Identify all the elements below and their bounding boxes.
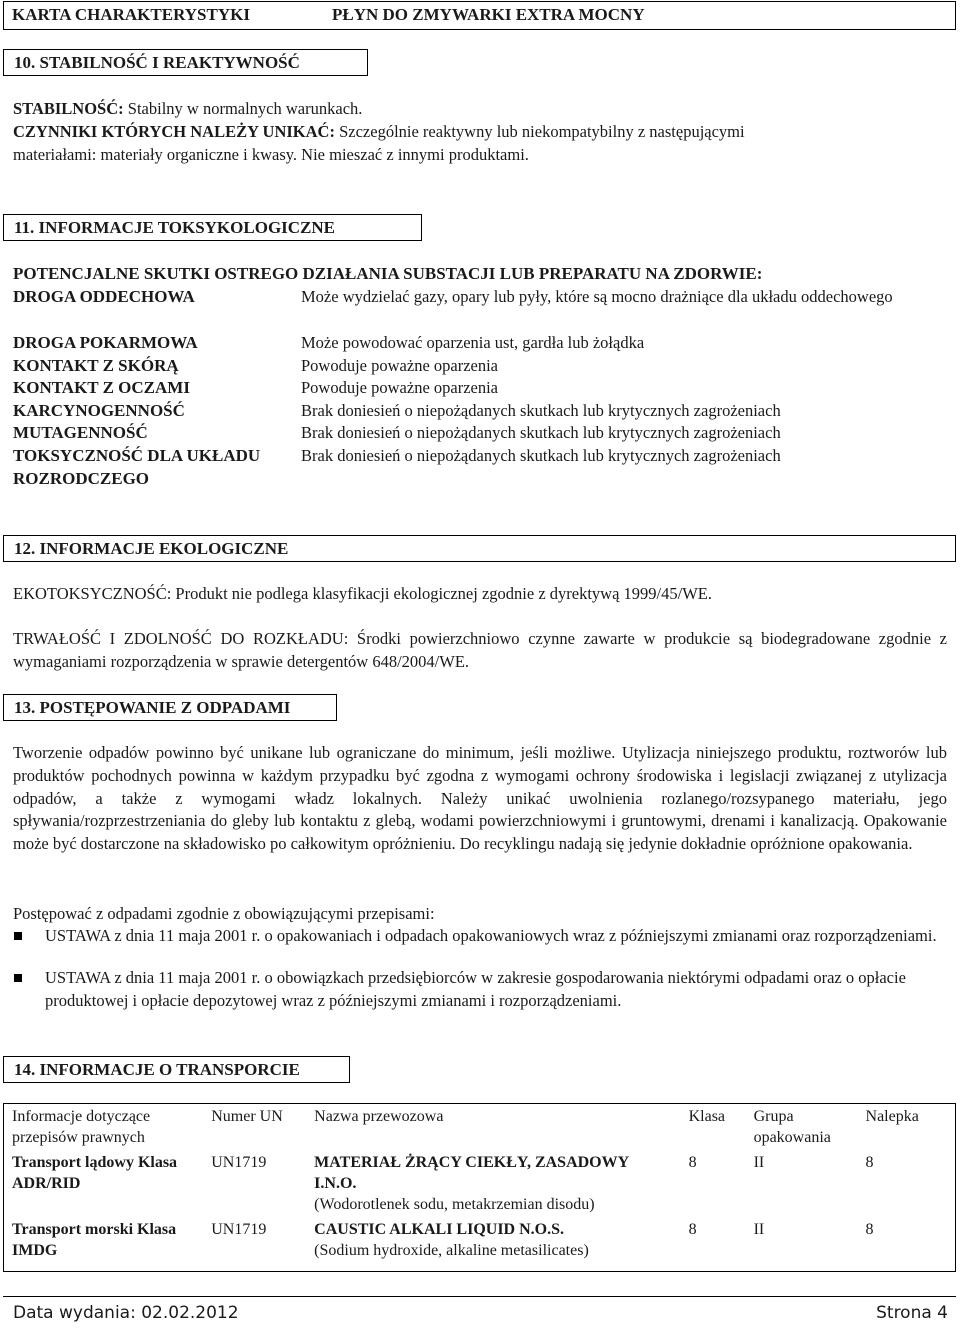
header-document-type: KARTA CHARAKTERYSTYKI: [12, 5, 250, 24]
section-12-title: 12. INFORMACJE EKOLOGICZNE: [3, 535, 956, 562]
footer-divider: [3, 1296, 956, 1297]
col-header: Klasa: [688, 1108, 726, 1125]
stability-label: STABILNOŚĆ:: [13, 99, 124, 118]
ecotoxicity-line: EKOTOKSYCZNOŚĆ: Produkt nie podlega klasyfikacji ekologicznej zgodnie z dyrektywą 1999/45/WE.: [13, 584, 712, 603]
footer-issue-date: Data wydania: 02.02.2012: [13, 1303, 239, 1323]
shipping-name-cell: [306, 1217, 680, 1272]
class-cell: 8: [688, 1221, 697, 1238]
regulation-text: USTAWA z dnia 11 maja 2001 r. o obowiązkach przedsiębiorców w zakresie gospodarowania niektórymi odpadami oraz o opłacie produktowej i opłacie depozytowej wraz z późniejszymi zmianami i rozporządzeniami.: [45, 968, 906, 1010]
tox-value: Brak doniesień o niepożądanych skutkach lub krytycznych zagrożeniach: [301, 401, 781, 420]
tox-value: Może powodować oparzenia ust, gardła lub żołądka: [301, 333, 645, 352]
avoid-text-2: materiałami: materiały organiczne i kwasy. Nie mieszać z innymi produktami.: [13, 145, 529, 164]
packing-group-cell: II: [753, 1154, 765, 1171]
tox-value: Brak doniesień o niepożądanych skutkach lub krytycznych zagrożeniach: [301, 423, 781, 442]
document-header: [3, 1, 956, 30]
un-number-cell: UN1719: [211, 1154, 267, 1171]
avoid-label: CZYNNIKI KTÓRYCH NALEŻY UNIKAĆ:: [13, 122, 335, 141]
shipping-name-cell: [306, 1150, 680, 1217]
shipping-name-sub: (Wodorotlenek sodu, metakrzemian disodu): [314, 1196, 595, 1213]
table-header-row: [4, 1104, 956, 1151]
avoid-line: [13, 121, 745, 143]
class-cell: 8: [688, 1154, 697, 1171]
bullet-square-icon: [14, 932, 22, 940]
col-header: Nazwa przewozowa: [314, 1108, 444, 1125]
section-10-title: 10. STABILNOŚĆ I REAKTYWNOŚĆ: [3, 49, 368, 76]
label-cell: 8: [865, 1154, 874, 1171]
tox-key: KONTAKT Z OCZAMI: [13, 378, 190, 397]
regulation-text: USTAWA z dnia 11 maja 2001 r. o opakowaniach i odpadach opakowaniowych wraz z późniejszymi zmianami oraz rozporządzeniami.: [45, 926, 937, 945]
col-header: Numer UN: [211, 1108, 283, 1125]
stability-line: [13, 98, 362, 120]
tox-value: Powoduje poważne oparzenia: [301, 378, 499, 397]
shipping-name: MATERIAŁ ŻRĄCY CIEKŁY, ZASADOWY I.N.O.: [314, 1154, 629, 1192]
shipping-name-sub: (Sodium hydroxide, alkaline metasilicates): [314, 1242, 589, 1259]
col-header: Informacje dotyczące przepisów prawnych: [12, 1108, 151, 1146]
shipping-name: CAUSTIC ALKALI LIQUID N.O.S.: [314, 1221, 565, 1238]
transport-table: [3, 1103, 956, 1272]
packing-group-cell: II: [753, 1221, 765, 1238]
waste-paragraph: Tworzenie odpadów powinno być unikane lub ograniczane do minimum, jeśli możliwe. Utylizacja niniejszego produktu, roztworów lub produktów pochodnych powinna w każdym przypadku być zgodna z wymogami ochrony środowiska i legislacji związanej z utylizacja odpadów, a także z wymogami władz lokalnych. Należy unikać uwolnienia rozlanego/rozsypanego materiału, jego spływania/rozprzestrzeniania do gleby lub kontaktu z glebą, wodami powierzchniowymi i gruntowymi, drenami i kanalizacją. Opakowanie może być dostarczone na składowisko po całkowitym opróżnieniu. Do recyklingu nadają się jedynie dokładnie opróżnione opakowania.: [13, 743, 947, 854]
tox-key: KONTAKT Z SKÓRĄ: [13, 356, 179, 375]
waste-intro: Postępować z odpadami zgodnie z obowiązującymi przepisami:: [13, 904, 435, 923]
section-14-title: 14. INFORMACJE O TRANSPORCIE: [3, 1056, 350, 1083]
section-11-title: 11. INFORMACJE TOKSYKOLOGICZNE: [3, 214, 422, 241]
col-header: Grupa opakowania: [753, 1108, 831, 1146]
tox-key: TOKSYCZNOŚĆ DLA UKŁADU ROZRODCZEGO: [13, 446, 261, 488]
avoid-text-1: Szczególnie reaktywny lub niekompatybilny z następującymi: [334, 122, 745, 141]
tox-value: Może wydzielać gazy, opary lub pyły, które są mocno drażniące dla układu oddechowego: [301, 287, 893, 306]
tox-key: DROGA ODDECHOWA: [13, 287, 195, 306]
un-number-cell: UN1719: [211, 1221, 267, 1238]
regulation-cell: Transport lądowy Klasa ADR/RID: [12, 1154, 178, 1192]
bullet-square-icon: [14, 974, 22, 982]
table-row: [4, 1217, 956, 1272]
table-row: [4, 1150, 956, 1217]
tox-key: KARCYNOGENNOŚĆ: [13, 401, 185, 420]
persistence-paragraph: TRWAŁOŚĆ I ZDOLNOŚĆ DO ROZKŁADU: Środki powierzchniowo czynne zawarte w produkcie są biodegradowane zgodnie z wymaganiami rozporządzenia w sprawie detergentów 648/2004/WE.: [13, 629, 947, 671]
tox-value: Brak doniesień o niepożądanych skutkach lub krytycznych zagrożeniach: [301, 446, 781, 465]
stability-text: Stabilny w normalnych warunkach.: [123, 99, 363, 118]
header-product-name: PŁYN DO ZMYWARKI EXTRA MOCNY: [332, 5, 645, 24]
col-header: Nalepka: [865, 1108, 919, 1125]
footer-page-number: Strona 4: [876, 1303, 948, 1323]
section-13-title: 13. POSTĘPOWANIE Z ODPADAMI: [3, 694, 337, 721]
label-cell: 8: [865, 1221, 874, 1238]
tox-subtitle: POTENCJALNE SKUTKI OSTREGO DZIAŁANIA SUBSTACJI LUB PREPARATU NA ZDORWIE:: [13, 264, 763, 283]
tox-key: MUTAGENNOŚĆ: [13, 423, 148, 442]
tox-key: DROGA POKARMOWA: [13, 333, 198, 352]
tox-value: Powoduje poważne oparzenia: [301, 356, 499, 375]
regulation-cell: Transport morski Klasa IMDG: [12, 1221, 177, 1259]
